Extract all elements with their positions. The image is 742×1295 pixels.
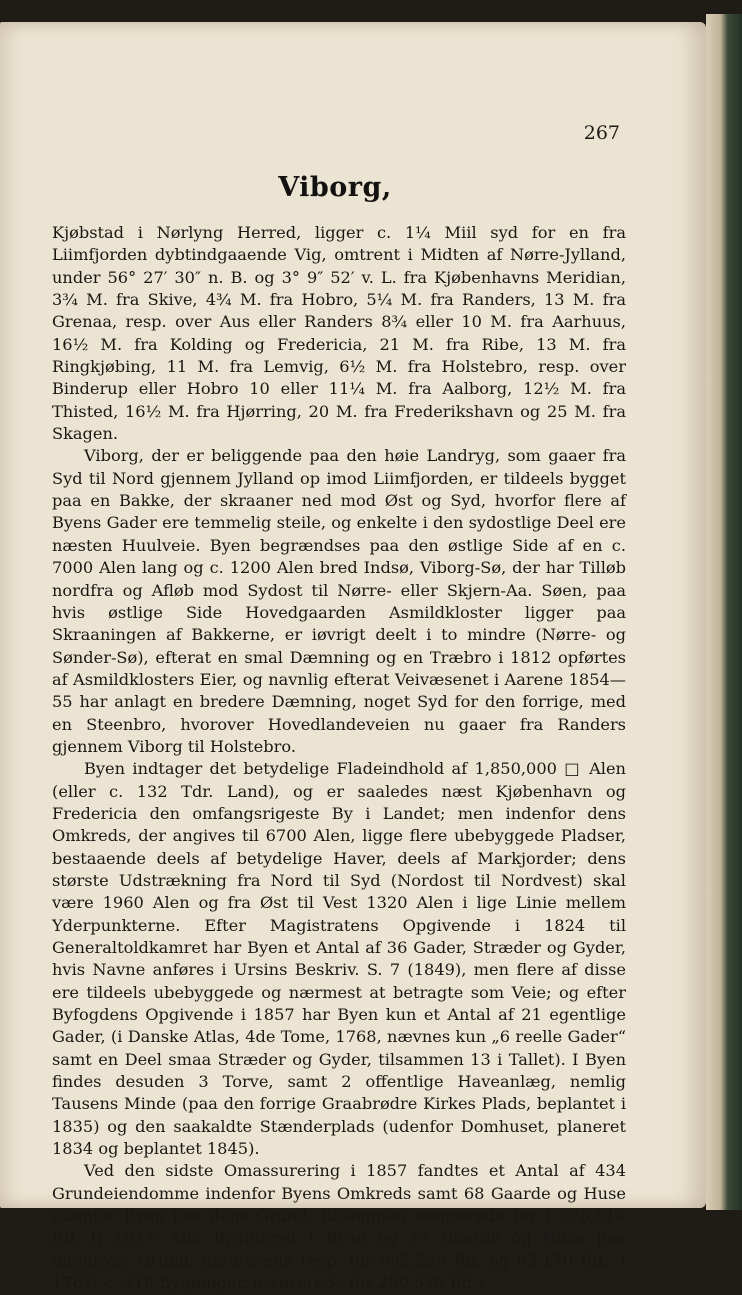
book-page xyxy=(0,22,706,1293)
paragraph: Ved den sidste Omassurering i 1857 fandtes et Antal af 434 Grundeiendomme indenfor Byens Omkreds samt 68 Gaarde og Huse udenfor Byen paa dens Grund, tilsammen assurerede for 1,576,610 Rd. (i 1847: 405 Bygninger i Byen og 47 Gaarde og Huse paa udenbyes Grund, assurerede resp. for 895,520 Rd. og 63,170 Rd.; i 1767: c. 310 Bygninger, assurerede for 280,570 Rd.) xyxy=(52,1161,626,1293)
book-spine-edge xyxy=(706,14,742,1210)
page-number: 267 xyxy=(583,122,620,144)
paragraph: Byen indtager det betydelige Fladeindhold af 1,850,000 □ Alen (eller c. 132 Tdr. Land), og er saaledes næst Kjøbenhavn og Fredericia den omfangsrigeste By i Landet; men indenfor dens Omkreds, der angives til 6700 Alen, ligge flere ubebyggede Pladser, bestaaende deels af betydelige Haver, deels af Markjorder; dens største Udstrækning fra Nord til Syd (Nordost til Nordvest) skal være 1960 Alen og fra Øst til Vest 1320 Alen i lige Linie mellem Yderpunkterne. Efter Magistratens Opgivende i 1824 til Generaltoldkamret har Byen et Antal af 36 Gader, Stræder og Gyder, hvis Navne anføres i Ursins Beskriv. S. 7 (1849), men flere af disse ere tildeels ubebyggede og nærmest at betragte som Veie; og efter Byfogdens Opgivende i 1857 har Byen kun et Antal af 21 egentlige Gader, (i Danske Atlas, 4de Tome, 1768, nævnes kun „6 reelle Gader“ samt en Deel smaa Stræder og Gyder, tilsammen 13 i Tallet). I Byen findes desuden 3 Torve, samt 2 offentlige Haveanlæg, nemlig Tausens Minde (paa den forrige Graabrødre Kirkes Plads, beplantet i 1835) og den saakaldte Stænderplads (udenfor Domhuset, planeret 1834 og beplantet 1845). xyxy=(52,759,626,1159)
page-title: Viborg, xyxy=(278,172,392,203)
paragraph: Viborg, der er beliggende paa den høie Landryg, som gaaer fra Syd til Nord gjennem Jylland op imod Liimfjorden, er tildeels bygget paa en Bakke, der skraaner ned mod Øst og Syd, hvorfor flere af Byens Gader ere temmelig steile, og enkelte i den sydostlige Deel ere næsten Huulveie. Byen begrændses paa den østlige Side af en c. 7000 Alen lang og c. 1200 Alen bred Indsø, Viborg-Sø, der har Tilløb nordfra og Afløb mod Sydost til Nørre- eller Skjern-Aa. Søen, paa hvis østlige Side Hovedgaarden Asmildkloster ligger paa Skraaningen af Bakkerne, er iøvrigt deelt i to mindre (Nørre- og Sønder-Sø), efterat en smal Dæmning og en Træbro i 1812 opførtes af Asmildklosters Eier, og navnlig efterat Veivæsenet i Aarene 1854—55 har anlagt en bredere Dæmning, noget Syd for den forrige, med en Steenbro, hvorover Hovedlandeveien nu gaaer fra Randers gjennem Viborg til Holstebro. xyxy=(52,446,626,756)
paragraph: Kjøbstad i Nørlyng Herred, ligger c. 1¼ Miil syd for en fra Liimfjorden dybtindgaaende Vig, omtrent i Midten af Nørre-Jylland, under 56° 27′ 30″ n. B. og 3° 9″ 52′ v. L. fra Kjøbenhavns Meridian, 3¾ M. fra Skive, 4¾ M. fra Hobro, 5¼ M. fra Randers, 13 M. fra Grenaa, resp. over Aus eller Randers 8¾ eller 10 M. fra Aarhuus, 16½ M. fra Kolding og Fredericia, 21 M. fra Ribe, 13 M. fra Ringkjøbing, 11 M. fra Lemvig, 6½ M. fra Holstebro, resp. over Binderup eller Hobro 10 eller 11¼ M. fra Aalborg, 12½ M. fra Thisted, 16½ M. fra Hjørring, 20 M. fra Frederikshavn og 25 M. fra Skagen. xyxy=(52,223,626,444)
body-text xyxy=(52,222,626,1295)
bleed-through-text xyxy=(130,112,135,128)
